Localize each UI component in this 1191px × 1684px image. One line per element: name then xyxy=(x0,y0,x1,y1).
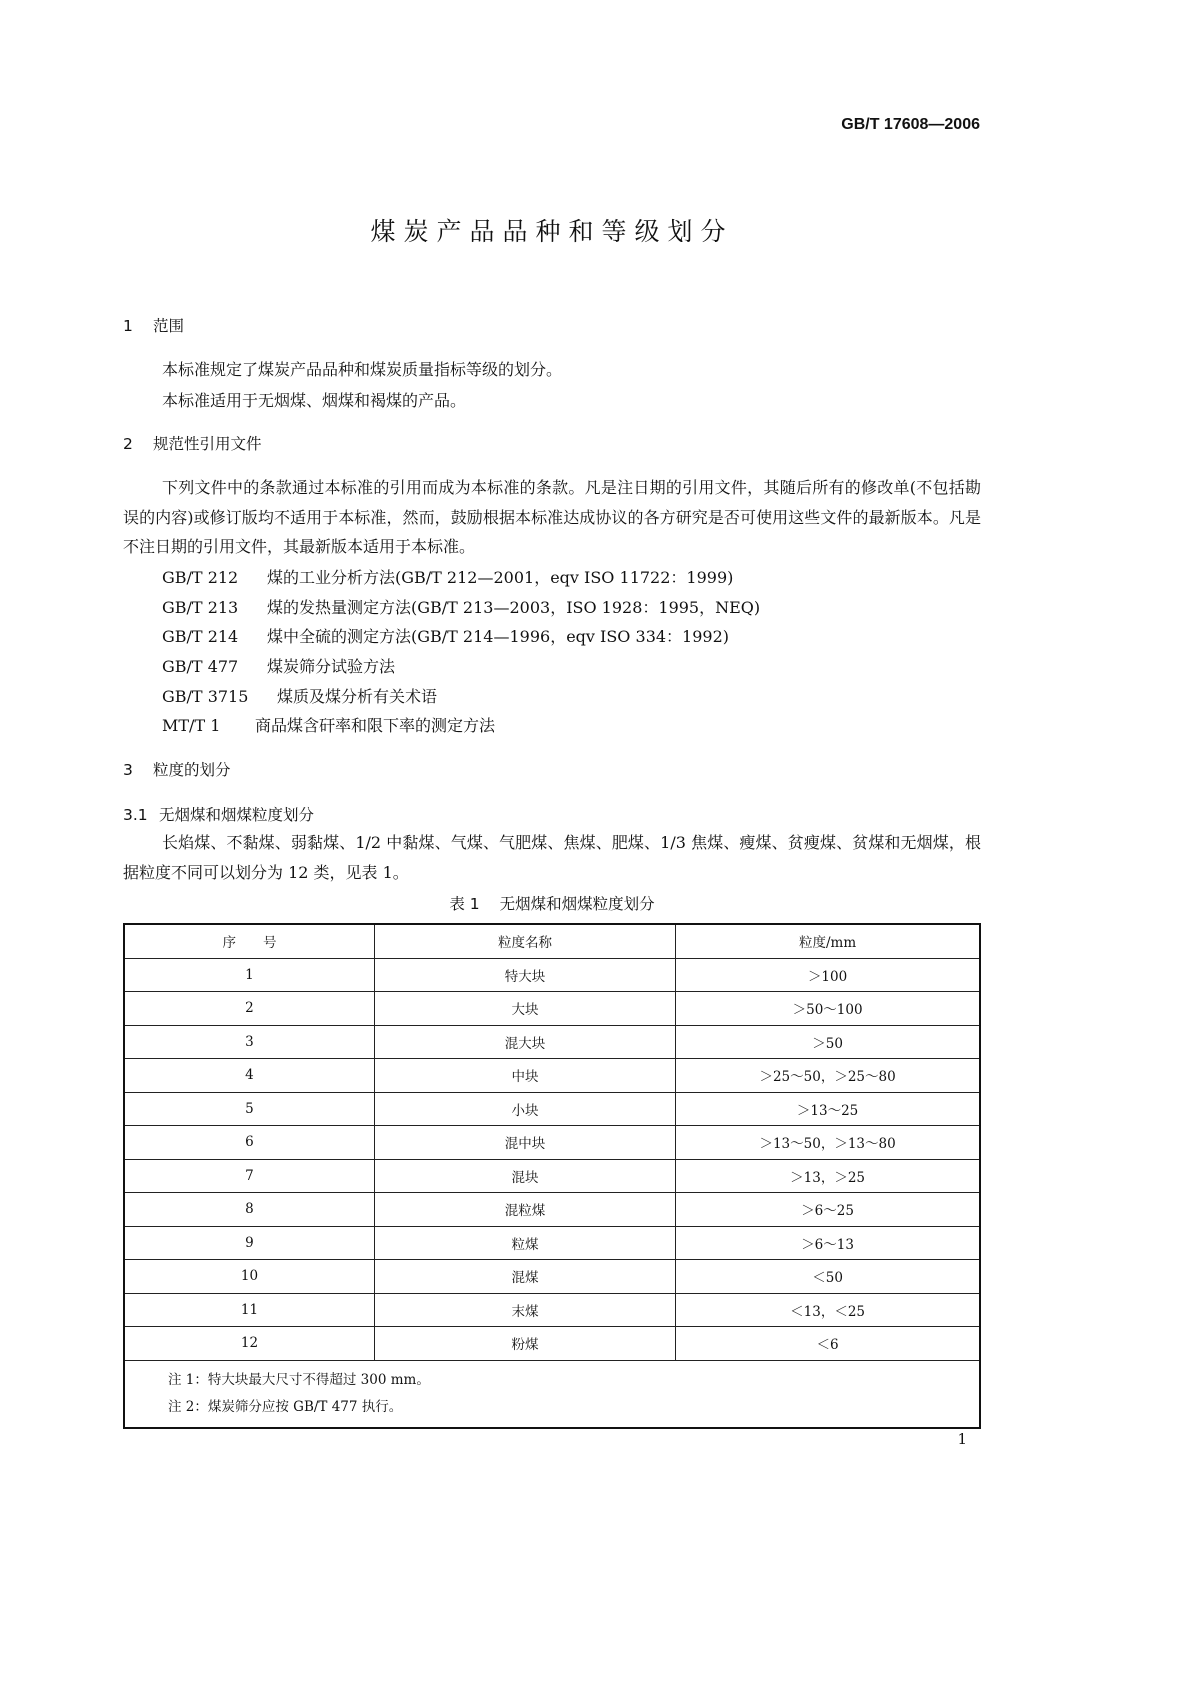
reference-item xyxy=(162,565,733,588)
row-index-cell: 5 xyxy=(124,1092,374,1126)
reference-item xyxy=(162,595,760,618)
table-caption-title: 无烟煤和烟煤粒度划分 xyxy=(499,895,655,913)
reference-title: 煤炭筛分试验方法 xyxy=(267,657,396,676)
size-name-cell: 混中块 xyxy=(374,1126,675,1160)
size-name-cell: 末煤 xyxy=(374,1293,675,1327)
section-number: 2 xyxy=(123,435,133,453)
table-row xyxy=(124,1092,980,1126)
coal-size-table xyxy=(123,923,981,1429)
size-range-cell: ＜13，＜25 xyxy=(676,1293,980,1327)
row-index-cell: 6 xyxy=(124,1126,374,1160)
reference-title: 煤的工业分析方法(GB/T 212—2001，eqv ISO 11722：1999) xyxy=(267,568,734,587)
table-row xyxy=(124,1293,980,1327)
reference-code: GB/T 213 xyxy=(162,598,239,617)
document-title: 煤炭产品品种和等级划分 xyxy=(370,217,734,246)
page-number: 1 xyxy=(957,1430,967,1448)
section-3-heading xyxy=(123,758,231,780)
size-range-cell: ＞13，＞25 xyxy=(676,1159,980,1193)
table-caption xyxy=(0,892,1104,914)
row-index-cell: 7 xyxy=(124,1159,374,1193)
reference-item xyxy=(162,713,495,736)
table-header-row xyxy=(124,924,980,958)
size-name-cell: 小块 xyxy=(374,1092,675,1126)
row-index-cell: 3 xyxy=(124,1025,374,1059)
subsection-number: 3.1 xyxy=(123,806,148,824)
size-range-cell: ＞50～100 xyxy=(676,992,980,1026)
size-range-cell: ＞50 xyxy=(676,1025,980,1059)
size-name-cell: 混大块 xyxy=(374,1025,675,1059)
table-note: 注 2：煤炭筛分应按 GB/T 477 执行。 xyxy=(168,1398,403,1415)
reference-code: GB/T 214 xyxy=(162,627,239,646)
table-row xyxy=(124,1260,980,1294)
size-name-cell: 大块 xyxy=(374,992,675,1026)
size-name-cell: 混块 xyxy=(374,1159,675,1193)
reference-item xyxy=(162,654,395,677)
subsection-title: 无烟煤和烟煤粒度划分 xyxy=(159,806,315,824)
subsection-3-1-heading xyxy=(123,803,314,825)
size-range-cell: ＞6～13 xyxy=(676,1226,980,1260)
section-title: 范围 xyxy=(153,317,185,335)
section-title: 粒度的划分 xyxy=(153,761,231,779)
reference-code: GB/T 3715 xyxy=(162,687,249,706)
reference-title: 煤的发热量测定方法(GB/T 213—2003，ISO 1928：1995，NEQ) xyxy=(267,598,761,617)
table-row xyxy=(124,1193,980,1227)
row-index-cell: 1 xyxy=(124,958,374,992)
reference-code: MT/T 1 xyxy=(162,716,221,735)
table-row xyxy=(124,1126,980,1160)
table-row xyxy=(124,1025,980,1059)
row-index-cell: 4 xyxy=(124,1059,374,1093)
size-range-cell: ＜50 xyxy=(676,1260,980,1294)
reference-item xyxy=(162,684,437,707)
size-name-cell: 混煤 xyxy=(374,1260,675,1294)
table-row xyxy=(124,1327,980,1361)
size-range-cell: ＞13～25 xyxy=(676,1092,980,1126)
section-number: 1 xyxy=(123,317,133,335)
section-number: 3 xyxy=(123,761,133,779)
size-name-cell: 混粒煤 xyxy=(374,1193,675,1227)
header-cell: 序 号 xyxy=(124,924,374,958)
table-row xyxy=(124,1059,980,1093)
size-range-cell: ＞13～50，＞13～80 xyxy=(676,1126,980,1160)
size-range-cell: ＜6 xyxy=(676,1327,980,1361)
table-row xyxy=(124,992,980,1026)
section-1-heading xyxy=(123,314,184,336)
row-index-cell: 9 xyxy=(124,1226,374,1260)
table-notes-row xyxy=(124,1360,980,1428)
row-index-cell: 8 xyxy=(124,1193,374,1227)
section-2-heading xyxy=(123,432,262,454)
paragraph-intro: 下列文件中的条款通过本标准的引用而成为本标准的条款。凡是注日期的引用文件，其随后所有的修改单(不包括勘误的内容)或修订版均不适用于本标准，然而，鼓励根据本标准达成协议的各方研究是否可使用这些文件的最新版本。凡是不注日期的引用文件，其最新版本适用于本标准。 xyxy=(123,478,981,556)
size-name-cell: 特大块 xyxy=(374,958,675,992)
header-cell: 粒度名称 xyxy=(374,924,675,958)
row-index-cell: 11 xyxy=(124,1293,374,1327)
reference-code: GB/T 212 xyxy=(162,568,239,587)
section-title: 规范性引用文件 xyxy=(153,435,262,453)
table-row xyxy=(124,1159,980,1193)
reference-code: GB/T 477 xyxy=(162,657,239,676)
paragraph: 长焰煤、不黏煤、弱黏煤、1/2 中黏煤、气煤、气肥煤、焦煤、肥煤、1/3 焦煤、瘦煤、贫瘦煤、贫煤和无烟煤，根据粒度不同可以划分为 12 类，见表 1。 xyxy=(123,833,981,882)
table-row xyxy=(124,958,980,992)
size-name-cell: 粉煤 xyxy=(374,1327,675,1361)
paragraph: 本标准规定了煤炭产品品种和煤炭质量指标等级的划分。 xyxy=(162,360,563,379)
reference-title: 商品煤含矸率和限下率的测定方法 xyxy=(255,716,496,735)
size-range-cell: ＞6～25 xyxy=(676,1193,980,1227)
table-note: 注 1：特大块最大尺寸不得超过 300 mm。 xyxy=(168,1371,430,1388)
table-caption-number: 表 1 xyxy=(449,895,480,913)
header-cell: 粒度/mm xyxy=(676,924,980,958)
table-row xyxy=(124,1226,980,1260)
size-range-cell: ＞25～50，＞25～80 xyxy=(676,1059,980,1093)
table-notes xyxy=(124,1360,980,1428)
paragraph: 本标准适用于无烟煤、烟煤和褐煤的产品。 xyxy=(162,391,467,410)
standard-number: GB/T 17608—2006 xyxy=(841,116,980,133)
reference-title: 煤质及煤分析有关术语 xyxy=(277,687,438,706)
size-name-cell: 粒煤 xyxy=(374,1226,675,1260)
reference-title: 煤中全硫的测定方法(GB/T 214—1996，eqv ISO 334：1992) xyxy=(267,627,730,646)
size-range-cell: ＞100 xyxy=(676,958,980,992)
size-name-cell: 中块 xyxy=(374,1059,675,1093)
row-index-cell: 10 xyxy=(124,1260,374,1294)
row-index-cell: 12 xyxy=(124,1327,374,1361)
row-index-cell: 2 xyxy=(124,992,374,1026)
reference-item xyxy=(162,624,729,647)
